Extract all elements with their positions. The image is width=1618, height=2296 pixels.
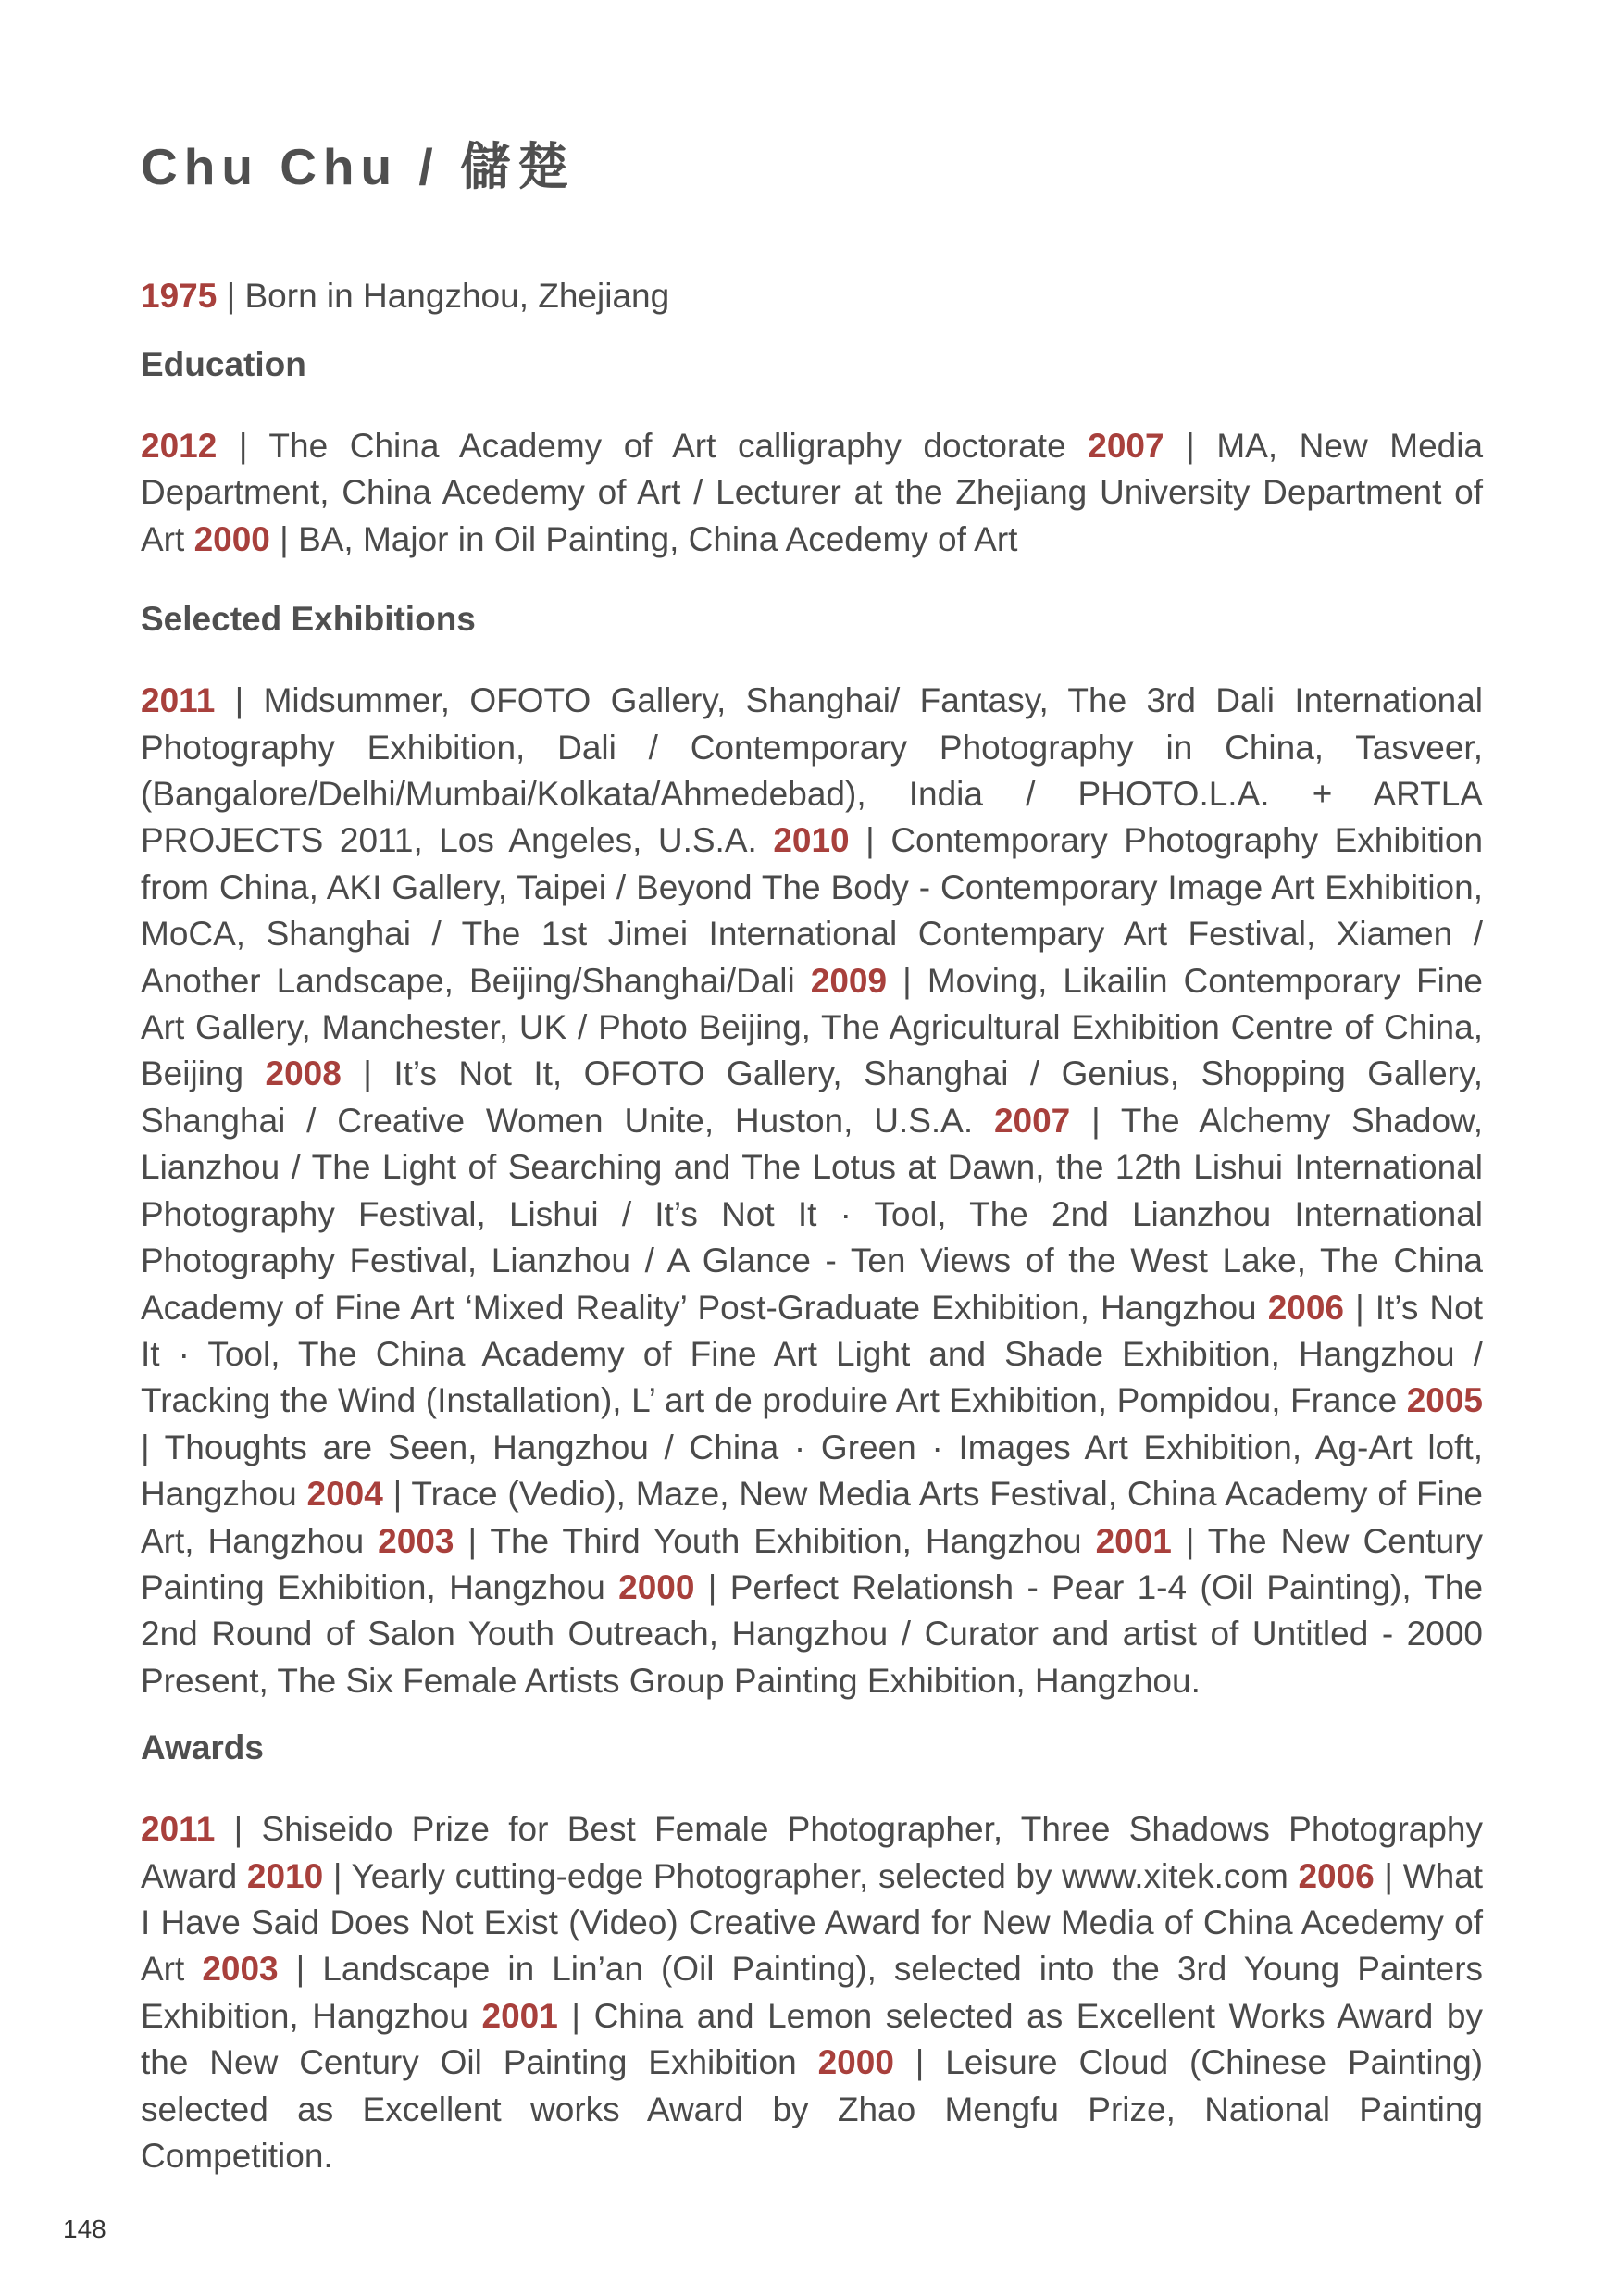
- education-entry: [141, 427, 1088, 465]
- entry-year: 2004: [306, 1475, 383, 1514]
- separator: |: [392, 1475, 403, 1514]
- entry-year: 2001: [481, 1996, 558, 2035]
- entry-year: 2000: [193, 519, 270, 558]
- entry-year: 2007: [1088, 427, 1164, 465]
- exhibitions-body: [141, 678, 1483, 1704]
- separator: |: [280, 519, 289, 558]
- page-title: Chu Chu / 儲楚: [141, 138, 575, 195]
- separator: |: [226, 277, 236, 315]
- entry-year: 2012: [141, 427, 218, 465]
- entry-year: 2006: [1267, 1288, 1345, 1327]
- entry-year: 2010: [246, 1856, 324, 1895]
- separator: |: [332, 1856, 342, 1895]
- separator: |: [238, 427, 248, 465]
- entry-text: Midsummer, OFOTO Gallery, Shanghai/ Fantasy, The 3rd Dali International Photography Exhibition, Dali / Contemporary Photography in China, Tasveer, (Bangalore/Delhi/Mumbai/Kolkata/Ahmedebad), India / PHOTO.L.A. + ARTLA PROJECTS 2011, Los Angeles, U.S.A.: [141, 681, 1483, 860]
- entry-year: 2006: [1298, 1856, 1375, 1895]
- separator: |: [865, 821, 875, 860]
- separator: |: [1091, 1101, 1101, 1140]
- entry-text: MA, New Media Department, China Acedemy of Art / Lecturer at the Zhejiang University Department of Art: [141, 427, 1484, 558]
- birth-line: [141, 273, 1483, 319]
- separator: |: [1355, 1288, 1364, 1327]
- education-body: [141, 423, 1483, 563]
- page-number: 148: [63, 2215, 106, 2243]
- separator: |: [141, 1428, 150, 1466]
- entry-text: Perfect Relationsh - Pear 1-4 (Oil Painting), The 2nd Round of Salon Youth Outreach, Hangzhou / Curator and artist of Untitled - 2000 Present, The Six Female Artists Group Painting Exhibition, Hangzhou.: [141, 1567, 1484, 1700]
- entry-year: 2009: [810, 961, 888, 1000]
- entry-text: Shiseido Prize for Best Female Photographer, Three Shadows Photography Award: [141, 1810, 1483, 1895]
- entry-text: China and Lemon selected as Excellent Works Award by the New Century Oil Painting Exhibition: [141, 1996, 1483, 2082]
- entry-year: 2005: [1406, 1381, 1483, 1420]
- entry-text: Landscape in Lin’an (Oil Painting), selected into the 3rd Young Painters Exhibition, Hangzhou: [141, 1950, 1484, 2035]
- entry-year: 2011: [141, 1810, 216, 1849]
- separator: |: [1185, 1521, 1195, 1560]
- education-entry: [194, 520, 1018, 558]
- entry-year: 2007: [993, 1101, 1071, 1140]
- entry-text: Yearly cutting-edge Photographer, selected by www.xitek.com: [351, 1856, 1288, 1895]
- entry-text: Leisure Cloud (Chinese Painting) selected as Excellent works Award by Zhao Mengfu Prize, National Painting Competition.: [141, 2043, 1484, 2175]
- separator: |: [1384, 1856, 1394, 1895]
- exhibitions-heading: Selected Exhibitions: [141, 600, 476, 639]
- awards-entry: [247, 1857, 1299, 1895]
- entry-text: It’s Not It · Tool, The China Academy of Fine Art Light and Shade Exhibition, Hangzhou / Tracking the Wind (Installation), L’ art de produire Art Exhibition, Pompidou, France: [141, 1288, 1484, 1420]
- entry-text: Thoughts are Seen, Hangzhou / China · Green · Images Art Exhibition, Ag-Art loft, Hangzhou: [141, 1428, 1483, 1514]
- entry-text: Trace (Vedio), Maze, New Media Arts Festival, China Academy of Fine Art, Hangzhou: [141, 1475, 1483, 1560]
- separator: |: [902, 961, 912, 1000]
- awards-body: [141, 1806, 1483, 2179]
- entry-year: 2003: [378, 1521, 454, 1560]
- entry-year: 2008: [265, 1054, 342, 1093]
- entry-text: BA, Major in Oil Painting, China Acedemy of Art: [298, 519, 1018, 558]
- entry-text: It’s Not It, OFOTO Gallery, Shanghai / Genius, Shopping Gallery, Shanghai / Creative Women Unite, Huston, U.S.A.: [141, 1054, 1484, 1140]
- entry-year: 2000: [618, 1567, 695, 1606]
- entry-year: 2000: [817, 2043, 894, 2082]
- separator: |: [295, 1950, 305, 1989]
- entry-year: 2011: [141, 681, 216, 720]
- education-heading: Education: [141, 345, 306, 383]
- awards-heading: Awards: [141, 1728, 264, 1767]
- biography-page: [141, 130, 1483, 2179]
- separator: |: [1186, 427, 1195, 465]
- birth-text: Born in Hangzhou, Zhejiang: [244, 277, 670, 315]
- entry-text: The Third Youth Exhibition, Hangzhou: [490, 1521, 1082, 1560]
- separator: |: [363, 1054, 372, 1093]
- entry-text: What I Have Said Does Not Exist (Video) Creative Award for New Media of China Acedemy of Art: [141, 1856, 1484, 1989]
- entry-year: 2001: [1095, 1521, 1172, 1560]
- entry-text: Contemporary Photography Exhibition from China, AKI Gallery, Taipei / Beyond The Body - Contemporary Image Art Exhibition, MoCA, Shanghai / The 1st Jimei International Contempary Art Festival, Xiamen / Another Landscape, Beijing/Shanghai/Dali: [141, 821, 1484, 1000]
- entry-text: The New Century Painting Exhibition, Hangzhou: [141, 1521, 1484, 1606]
- separator: |: [233, 1810, 243, 1849]
- separator: |: [707, 1567, 717, 1606]
- entry-text: The Alchemy Shadow, Lianzhou / The Light of Searching and The Lotus at Dawn, the 12th Lishui International Photography Festival, Lishui / It’s Not It · Tool, The 2nd Lianzhou International Photography Festival, Lianzhou / A Glance - Ten Views of the West Lake, The China Academy of Fine Art ‘Mixed Reality’ Post-Graduate Exhibition, Hangzhou: [141, 1101, 1483, 1327]
- entry-year: 2010: [773, 821, 850, 860]
- separator: |: [915, 2043, 925, 2082]
- entry-year: 2003: [202, 1950, 279, 1989]
- exhibitions-entry: [378, 1522, 1095, 1560]
- entry-text: The China Academy of Art calligraphy doctorate: [268, 427, 1066, 465]
- separator: |: [571, 1996, 581, 2035]
- birth-year: 1975: [141, 277, 218, 315]
- entry-text: Moving, Likailin Contemporary Fine Art Gallery, Manchester, UK / Photo Beijing, The Agricultural Exhibition Centre of China, Beijing: [141, 961, 1484, 1093]
- separator: |: [467, 1521, 478, 1560]
- separator: |: [234, 681, 244, 720]
